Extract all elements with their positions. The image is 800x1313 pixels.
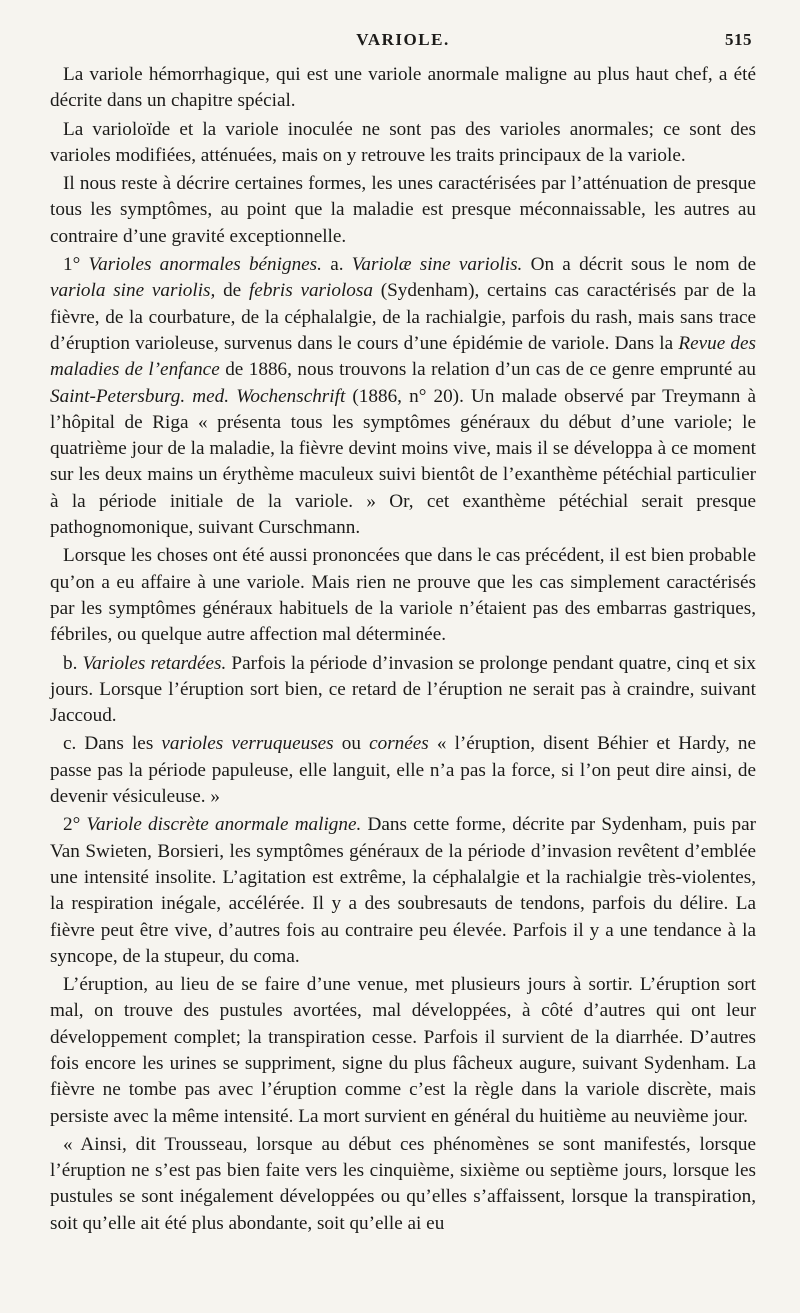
paragraph-varioloid: [50, 117, 756, 170]
text-run: Parfois la période d’invasion se prolonge pendant quatre, cinq et six jours. Lorsque l’éruption sort bien, ce retard de l’éruption ne serait pas à craindre, suivant Jaccoud.: [50, 652, 756, 727]
text-run: « Ainsi, dit Trousseau, lorsque au début ces phénomènes se sont manifestés, lorsque l’éruption ne s’est pas bien faite vers les cinquième, sixième ou septième jours, lorsque les pustules se sont inégalement développées ou qu’elles s’affaissent, lorsque la transpiration, soit qu’elle ait été plus abondante, soit qu’elle ai eu: [50, 1133, 756, 1234]
text-run: de 1886, nous trouvons la relation d’un cas de ce genre emprunté au: [219, 359, 756, 381]
paragraph-retarded: [50, 651, 756, 730]
text-run: Il nous reste à décrire certaines formes, les unes caractérisées par l’atténuation de presque tous les symptômes, au point que la maladie est presque méconnaissable, les autres au contraire d’une gravité exceptionnelle.: [50, 173, 756, 247]
italic-run: variola sine variolis,: [50, 280, 216, 302]
paragraph-benign-discussion: [50, 543, 756, 648]
paragraph-forms-intro: [50, 171, 756, 250]
text-run: La variole hémorrhagique, qui est une variole anormale maligne au plus haut chef, a été décrite dans un chapitre spécial.: [50, 64, 756, 112]
text-run: L’éruption, au lieu de se faire d’une venue, met plusieurs jours à sortir. L’éruption sort mal, on trouve des pustules avortées, mal développées, à côté d’autres qui ont leur développement complet; la transpiration cesse. Parfois il survient de la diarrhée. D’autres fois encore les urines se suppriment, signe du plus fâcheux augure, suivant Sydenham. La fièvre ne tombe pas avec l’éruption comme c’est la règle dans la variole discrète, mais persiste avec la même intensité. La mort survient en général du huitième au neuvième jour.: [50, 974, 756, 1127]
text-run: a.: [321, 254, 352, 276]
text-run: La varioloïde et la variole inoculée ne sont pas des varioles anormales; ce sont des varioles modifiées, atténuées, mais on y retrouve les traits principaux de la variole.: [50, 118, 756, 166]
italic-run: varioles verruqueuses: [161, 733, 334, 755]
italic-run: Revue des maladies de l’enfance: [50, 332, 756, 381]
italic-run: Variole discrète anormale maligne.: [86, 814, 362, 836]
text-run: 1°: [63, 254, 89, 276]
page-number: 515: [725, 30, 752, 49]
italic-run: Varioles anormales bénignes.: [88, 254, 322, 276]
paragraph-trousseau-quote: [50, 1132, 756, 1237]
paragraph-discrete-malignant: [50, 812, 756, 970]
page-header: [50, 26, 756, 62]
italic-run: Saint-Petersburg. med. Wochenschrift: [50, 385, 346, 407]
running-title: VARIOLE.: [356, 30, 450, 49]
text-run: de: [215, 280, 249, 302]
paragraph-eruption: [50, 972, 756, 1130]
italic-run: Varioles retardées.: [82, 652, 227, 674]
italic-run: febris variolosa: [248, 280, 373, 302]
paragraph-benign-sine-variolis: [50, 252, 756, 541]
paragraph-hemorrhagic: [50, 62, 756, 115]
text-run: On a décrit sous le nom de: [522, 254, 756, 276]
text-run: Dans cette forme, décrite par Sydenham, puis par Van Swieten, Borsieri, les symptômes généraux de la période d’invasion revêtent d’emblée une intensité insolite. L’agitation est extrême, la céphalalgie et la rachialgie très-violentes, la respiration inégale, accélérée. Il y a des soubresauts de tendons, parfois du délire. La fièvre peut être vive, d’autres fois au contraire peu élevée. Parfois il y a une tendance à la syncope, de la stupeur, du coma.: [50, 814, 756, 967]
text-run: b.: [63, 652, 83, 674]
text-run: « l’éruption, disent Béhier et Hardy, ne passe pas la période papuleuse, elle languit, elle n’a pas la force, si l’on peut dire ainsi, de devenir vésiculeuse. »: [50, 733, 757, 808]
text-run: ou: [333, 733, 370, 755]
text-run: (1886, n° 20). Un malade observé par Treymann à l’hôpital de Riga « présenta tous les symptômes généraux du début d’une variole; le quatrième jour de la maladie, la fièvre devint moins vive, mais il se développa à ce moment sur les deux mains un érythème maculeux suivi bientôt de l’exanthème pétéchial particulier à la période initiale de la variole. » Or, cet exanthème pétéchial serait presque pathognomonique, suivant Curschmann.: [50, 385, 756, 539]
text-run: c. Dans les: [63, 733, 162, 755]
italic-run: Variolæ sine variolis.: [351, 254, 523, 276]
text-run: Lorsque les choses ont été aussi prononcées que dans le cas précédent, il est bien probable qu’on a eu affaire à une variole. Mais rien ne prouve que les cas simplement caractérisés par les symptômes généraux habituels de la variole n’étaient pas des embarras gastriques, fébriles, ou quelque autre affection mal déterminée.: [50, 545, 756, 646]
italic-run: cornées: [369, 733, 429, 755]
paragraph-verrucous: [50, 731, 756, 810]
text-run: (Sydenham), certains cas caractérisés par de la fièvre, de la courbature, de la céphalalgie, de la rachialgie, parfois du rash, mais sans trace d’éruption varioleuse, survenus dans le cours d’une épidémie de variole. Dans la: [50, 280, 756, 354]
body-text: [50, 62, 756, 1237]
text-run: 2°: [63, 814, 87, 836]
